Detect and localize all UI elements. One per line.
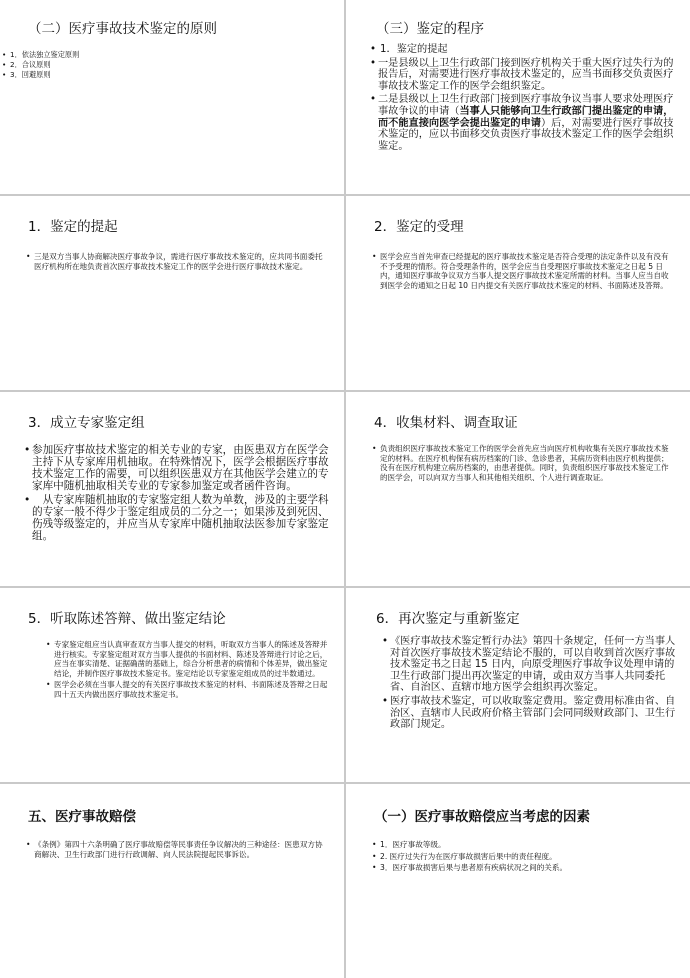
slide-title: 6．再次鉴定与重新鉴定 (376, 611, 520, 627)
bullet-list (370, 44, 682, 152)
bullet-list (372, 444, 676, 482)
list-item: • 《医疗事故技术鉴定暂行办法》第四十条规定，任何一方当事人对首次医疗事故技术鉴定结论不服的，可以自收到首次医疗事故技术鉴定书之日起 15 日内，向原受理医疗事故争议处理申请的卫生行政部门提出再次鉴定的申请，或由双方当事人共同委托省、自治区、直辖市地方医学会组织再次鉴定。 (382, 636, 682, 694)
slide-initiation (0, 196, 344, 390)
slide-title: （一）医疗事故赔偿应当考虑的因素 (374, 809, 590, 825)
slide-title: 4．收集材料、调查取证 (374, 415, 518, 431)
bullet-list (372, 840, 676, 873)
list-item: • 1．医疗事故等级。 (372, 840, 676, 850)
list-item: • 负责组织医疗事故技术鉴定工作的医学会首先应当向医疗机构收集有关医疗事故技术鉴定的材料。在医疗机构保有病历档案的门诊、急诊患者，其病历资料由医疗机构提供；没有在医疗机构建立病历档案的，由患者提供。同时，负责组织医疗事故技术鉴定工作的医学会，可以向双方当事人和其他相关组织、个人进行调查取证。 (372, 444, 676, 482)
slide-title: 2．鉴定的受理 (374, 219, 464, 235)
list-item: • 《条例》第四十六条明确了医疗事故赔偿等民事责任争议解决的三种途径：医患双方协商解决、卫生行政部门进行行政调解、向人民法院提起民事诉讼。 (26, 840, 330, 859)
slide-evidence (346, 392, 690, 586)
bullet-list (28, 640, 332, 699)
slide-principles (0, 0, 344, 194)
slide-hearing (0, 588, 344, 782)
slide-title: （二）医疗事故技术鉴定的原则 (28, 21, 217, 37)
list-item: • 2. 医疗过失行为在医疗事故损害后果中的责任程度。 (372, 852, 676, 862)
slide-acceptance (346, 196, 690, 390)
item-text: ）后，对需要进行医疗事故技术鉴定的，应以书面移交负责医疗事故技术鉴定工作的医学会组织鉴定。 (378, 117, 674, 152)
list-item: • 2．合议原则 (2, 60, 330, 69)
list-item: • 1．依法独立鉴定原则 (2, 50, 330, 59)
list-item: • 从专家库随机抽取的专家鉴定组人数为单数，涉及的主要学科的专家一般不得少于鉴定组成员的二分之一；如果涉及到死因、伤残等级鉴定的，并应当从专家库中随机抽取法医参加专家鉴定组。 (24, 494, 332, 542)
list-item: • 医学会必须在当事人提交的有关医疗事故技术鉴定的材料、书面陈述及答辩之日起四十五天内做出医疗事故技术鉴定书。 (46, 680, 332, 699)
list-item: • 3．医疗事故损害后果与患者原有疾病状况之间的关系。 (372, 863, 676, 873)
bullet-list (2, 50, 330, 79)
slide-procedure (346, 0, 690, 194)
list-item: • 参加医疗事故技术鉴定的相关专业的专家，由医患双方在医学会主持下从专家库用机抽取。在特殊情况下，医学会根据医疗事故技术鉴定工作的需要，可以组织医患双方在其他医学会建立的专家库中随机抽取相关专业的专家参加鉴定或者函件咨询。 (24, 444, 332, 492)
slide-title: 3．成立专家鉴定组 (28, 415, 145, 431)
item-emphasis: 当事人只能够向卫生行政部门提出鉴定的申请，而不能直接向医学会提出鉴定的申请 (378, 105, 674, 129)
list-item: • 1．鉴定的提起 (370, 44, 682, 56)
list-item: • 三是双方当事人协商解决医疗事故争议，需进行医疗事故技术鉴定的，应共同书面委托医疗机构所在地负责首次医疗事故技术鉴定工作的医学会进行医疗事故技术鉴定。 (26, 252, 330, 271)
slide-title: 5．听取陈述答辩、做出鉴定结论 (28, 611, 226, 627)
item-text: 二是县级以上卫生行政部门接到医疗事故争议当事人要求处理医疗事故争议的申请（ (378, 94, 674, 117)
bullet-list (24, 444, 332, 542)
list-item: • 医学会应当首先审查已经提起的医疗事故技术鉴定是否符合受理的法定条件以及有没有不予受理的情形。符合受理条件的，医学会应当自受理医疗事故技术鉴定之日起 5 日内，通知医疗事故争议双方当事人提交医疗事故技术鉴定所需的材料。当事人应当自收到医学会的通知之日起 10 日内提交有关医疗事故技术鉴定的材料、书面陈述及答辩。 (372, 252, 676, 290)
bullet-list (376, 636, 682, 731)
bullet-list (26, 252, 330, 271)
slide-title: 1．鉴定的提起 (28, 219, 118, 235)
slide-expert-panel (0, 392, 344, 586)
slide-re-examination (346, 588, 690, 782)
bullet-list (26, 840, 330, 859)
list-item: • 一是县级以上卫生行政部门接到医疗机构关于重大医疗过失行为的报告后，对需要进行医疗事故技术鉴定的，应当书面移交负责医疗事故技术鉴定工作的医学会组织鉴定。 (370, 58, 682, 93)
slide-compensation-factors (346, 784, 690, 978)
list-item: • 专家鉴定组应当认真审查双方当事人提交的材料，听取双方当事人的陈述及答辩并进行核实。专家鉴定组对双方当事人提供的书面材料、陈述及答辩进行讨论之后，应当在事实清楚、证据确凿的基础上，综合分析患者的病情和个体差异，做出鉴定结论，并制作医疗事故技术鉴定书。鉴定结论以专家鉴定组成员的过半数通过。 (46, 640, 332, 678)
list-item: • 医疗事故技术鉴定，可以收取鉴定费用。鉴定费用标准由省、自治区、直辖市人民政府价格主管部门会同同级财政部门、卫生行政部门规定。 (382, 696, 682, 731)
slide-title: （三）鉴定的程序 (376, 21, 484, 37)
bullet-list (372, 252, 676, 290)
list-item (370, 94, 682, 152)
slide-title: 五、医疗事故赔偿 (28, 809, 136, 825)
list-item: • 3．回避原则 (2, 70, 330, 79)
slide-compensation (0, 784, 344, 978)
